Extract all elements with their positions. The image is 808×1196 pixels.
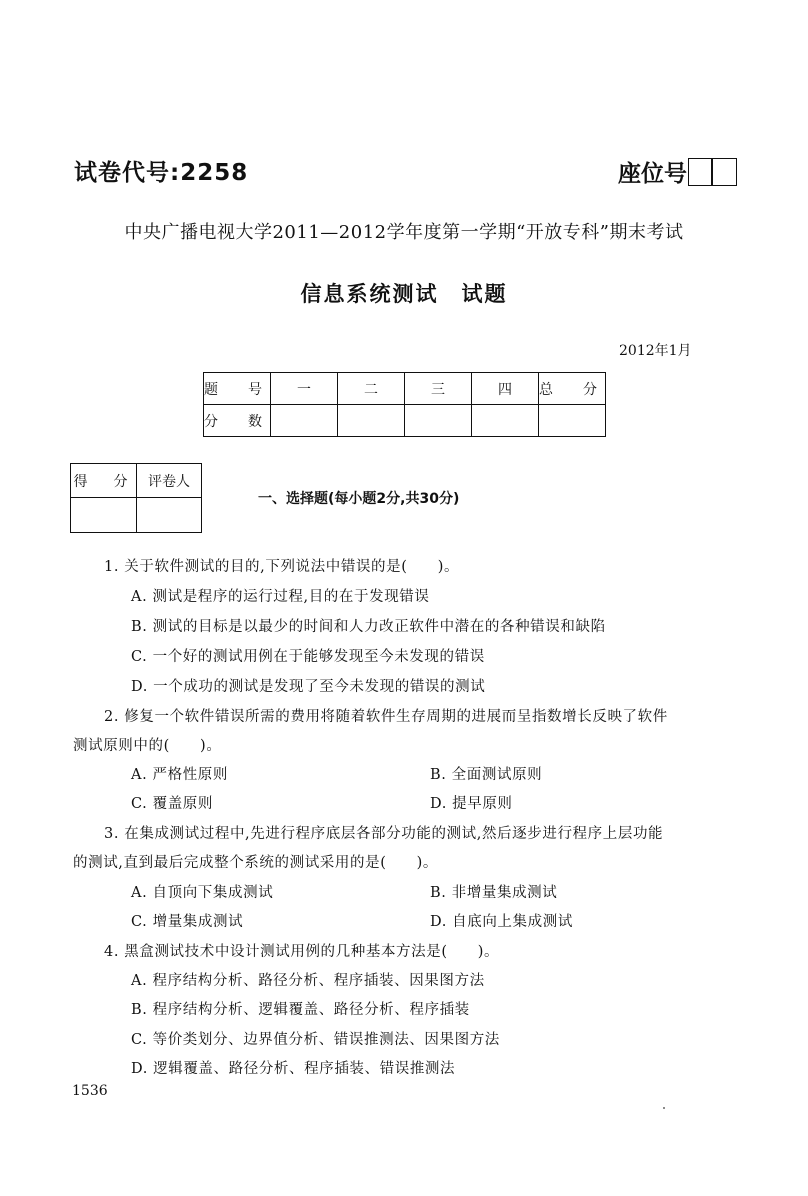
question-option: C. 等价类划分、边界值分析、错误推测法、因果图方法	[131, 1032, 500, 1048]
question-option: C. 一个好的测试用例在于能够发现至今未发现的错误	[131, 649, 485, 665]
seat-number-box	[688, 158, 737, 186]
question-option: D. 自底向上集成测试	[430, 914, 573, 930]
question-option: A. 测试是程序的运行过程,目的在于发现错误	[131, 589, 430, 605]
score-table-col-total: 总 分	[539, 373, 606, 405]
question-option: C. 覆盖原则	[131, 796, 213, 812]
question-option: A. 自顶向下集成测试	[131, 885, 274, 901]
score-table-header-row	[204, 373, 606, 405]
score-cell	[405, 405, 472, 437]
question-stem: 2. 修复一个软件错误所需的费用将随着软件生存周期的进展而呈指数增长反映了软件	[104, 709, 668, 725]
score-table-col-3: 三	[405, 373, 472, 405]
score-cell	[539, 405, 606, 437]
question-option: B. 程序结构分析、逻辑覆盖、路径分析、程序插装	[131, 1002, 470, 1018]
grader-table-header-row	[71, 464, 202, 498]
question-option: B. 非增量集成测试	[430, 885, 558, 901]
page-number: 1536	[72, 1083, 108, 1099]
score-cell	[338, 405, 405, 437]
seat-number-label: 座位号	[618, 161, 687, 187]
score-cell	[472, 405, 539, 437]
question-stem-continuation: 测试原则中的( )。	[73, 738, 222, 754]
score-table-col-4: 四	[472, 373, 539, 405]
question-stem: 4. 黑盒测试技术中设计测试用例的几种基本方法是( )。	[104, 944, 500, 960]
exam-date: 2012年1月	[619, 343, 692, 359]
question-option: D. 逻辑覆盖、路径分析、程序插装、错误推测法	[131, 1061, 456, 1077]
question-stem: 3. 在集成测试过程中,先进行程序底层各部分功能的测试,然后逐步进行程序上层功能	[104, 826, 664, 842]
score-table-col-2: 二	[338, 373, 405, 405]
grader-name-cell	[137, 498, 202, 533]
question-option: D. 一个成功的测试是发现了至今未发现的错误的测试	[131, 679, 486, 695]
grader-score-cell	[71, 498, 137, 533]
score-table-col-1: 一	[271, 373, 338, 405]
subject-title: 信息系统测试 试题	[300, 282, 508, 306]
grader-table-body-row	[71, 498, 202, 533]
seat-number-area	[618, 155, 737, 188]
score-table-header-label: 题 号	[204, 373, 271, 405]
question-option: A. 严格性原则	[131, 767, 228, 783]
exam-title: 中央广播电视大学2011—2012学年度第一学期“开放专科”期末考试	[124, 222, 684, 243]
question-option: D. 提早原则	[430, 796, 513, 812]
question-option: B. 全面测试原则	[430, 767, 543, 783]
question-stem: 1. 关于软件测试的目的,下列说法中错误的是( )。	[104, 559, 460, 575]
paper-code: 试卷代号:2258	[74, 160, 249, 186]
grader-name-label: 评卷人	[137, 464, 202, 498]
score-table	[203, 372, 606, 437]
question-stem-continuation: 的测试,直到最后完成整个系统的测试采用的是( )。	[73, 855, 439, 871]
score-cell	[271, 405, 338, 437]
scan-speck	[663, 1107, 665, 1109]
question-option: C. 增量集成测试	[131, 914, 244, 930]
score-table-score-row	[204, 405, 606, 437]
question-option: A. 程序结构分析、路径分析、程序插装、因果图方法	[131, 973, 485, 989]
score-table-score-label: 分 数	[204, 405, 271, 437]
section-title: 一、选择题(每小题2分,共30分)	[258, 491, 460, 507]
grader-table	[70, 463, 202, 533]
grader-score-label: 得 分	[71, 464, 137, 498]
question-option: B. 测试的目标是以最少的时间和人力改正软件中潜在的各种错误和缺陷	[131, 619, 606, 635]
